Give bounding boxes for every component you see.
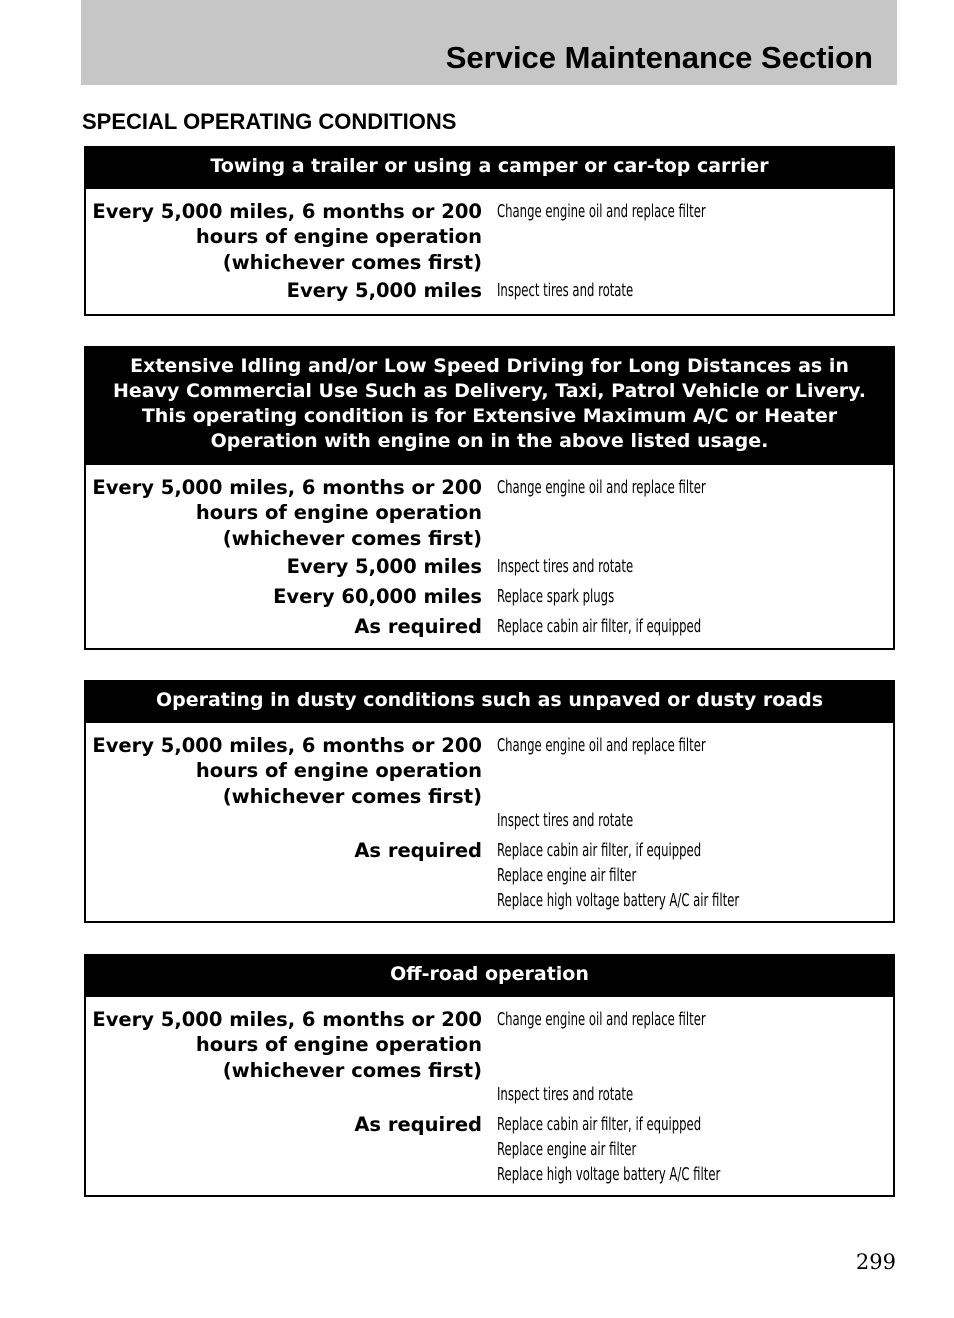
table-heading: Operating in dusty conditions such as unpaved or dusty roads	[86, 682, 893, 723]
table-row	[86, 1112, 893, 1187]
interval-label: As required	[354, 838, 482, 862]
task-item: Replace high voltage battery A/C air filter	[497, 889, 740, 911]
task-item: Replace cabin air filter, if equipped	[497, 1113, 702, 1135]
table-row	[86, 554, 893, 579]
task-item: Change engine oil and replace filter	[497, 735, 706, 756]
maintenance-table-extensive-idling	[84, 346, 895, 650]
task-item: Replace cabin air filter, if equipped	[497, 616, 702, 638]
table-row	[86, 1082, 893, 1107]
table-heading: Towing a trailer or using a camper or car-top carrier	[86, 148, 893, 189]
page-number: 299	[855, 1250, 896, 1274]
task-item: Inspect tires and rotate	[497, 809, 634, 831]
interval-label: Every 5,000 miles	[286, 278, 482, 302]
interval-label: Every 5,000 miles, 6 months or 200 hours of engine operation (whichever comes first)	[92, 200, 482, 274]
section-heading: SPECIAL OPERATING CONDITIONS	[82, 109, 457, 134]
table-row	[86, 278, 893, 303]
table-row	[86, 584, 893, 609]
task-item: Change engine oil and replace filter	[497, 477, 706, 498]
task-list	[497, 808, 893, 833]
task-item: Replace cabin air filter, if equipped	[497, 839, 702, 861]
maintenance-table-towing	[84, 146, 895, 316]
header-band	[81, 0, 897, 85]
task-list	[497, 614, 893, 639]
table-row	[86, 838, 893, 913]
task-item: Replace engine air filter	[497, 1138, 637, 1160]
task-list	[497, 475, 893, 500]
task-list	[497, 838, 893, 913]
task-list	[497, 1007, 893, 1032]
table-row	[86, 199, 893, 275]
table-row	[86, 733, 893, 809]
interval-label: Every 5,000 miles, 6 months or 200 hours of engine operation (whichever comes first)	[92, 476, 482, 550]
interval-label: Every 5,000 miles, 6 months or 200 hours of engine operation (whichever comes first)	[92, 1008, 482, 1082]
interval-label: Every 5,000 miles	[286, 554, 482, 578]
task-item: Change engine oil and replace filter	[497, 201, 706, 222]
task-list	[497, 199, 893, 224]
task-list	[497, 1082, 893, 1107]
maintenance-table-off-road	[84, 954, 895, 1197]
table-row	[86, 475, 893, 551]
task-list	[497, 278, 893, 303]
task-item: Inspect tires and rotate	[497, 279, 634, 301]
table-heading: Extensive Idling and/or Low Speed Driving for Long Distances as in Heavy Commercial Use Such as Delivery, Taxi, Patrol Vehicle or Livery. This operating condition is for Extensive Maximum A/C or Heater Operation with engine on in the above listed usage.	[86, 348, 893, 465]
table-heading: Off-road operation	[86, 956, 893, 997]
task-item: Replace engine air filter	[497, 864, 637, 886]
interval-label: As required	[354, 1112, 482, 1136]
task-list	[497, 733, 893, 758]
table-row	[86, 1007, 893, 1083]
interval-label: Every 60,000 miles	[273, 585, 482, 609]
task-item: Inspect tires and rotate	[497, 555, 634, 577]
task-list	[497, 1112, 893, 1187]
task-list	[497, 584, 893, 609]
task-item: Replace spark plugs	[497, 586, 615, 608]
interval-label: Every 5,000 miles, 6 months or 200 hours of engine operation (whichever comes first)	[92, 734, 482, 808]
table-row	[86, 808, 893, 833]
table-row	[86, 614, 893, 639]
task-item: Replace high voltage battery A/C filter	[497, 1163, 721, 1185]
maintenance-table-dusty-conditions	[84, 680, 895, 923]
task-item: Change engine oil and replace filter	[497, 1009, 706, 1030]
task-list	[497, 554, 893, 579]
page-title: Service Maintenance Section	[445, 40, 873, 75]
task-item: Inspect tires and rotate	[497, 1083, 634, 1105]
interval-label: As required	[354, 615, 482, 639]
